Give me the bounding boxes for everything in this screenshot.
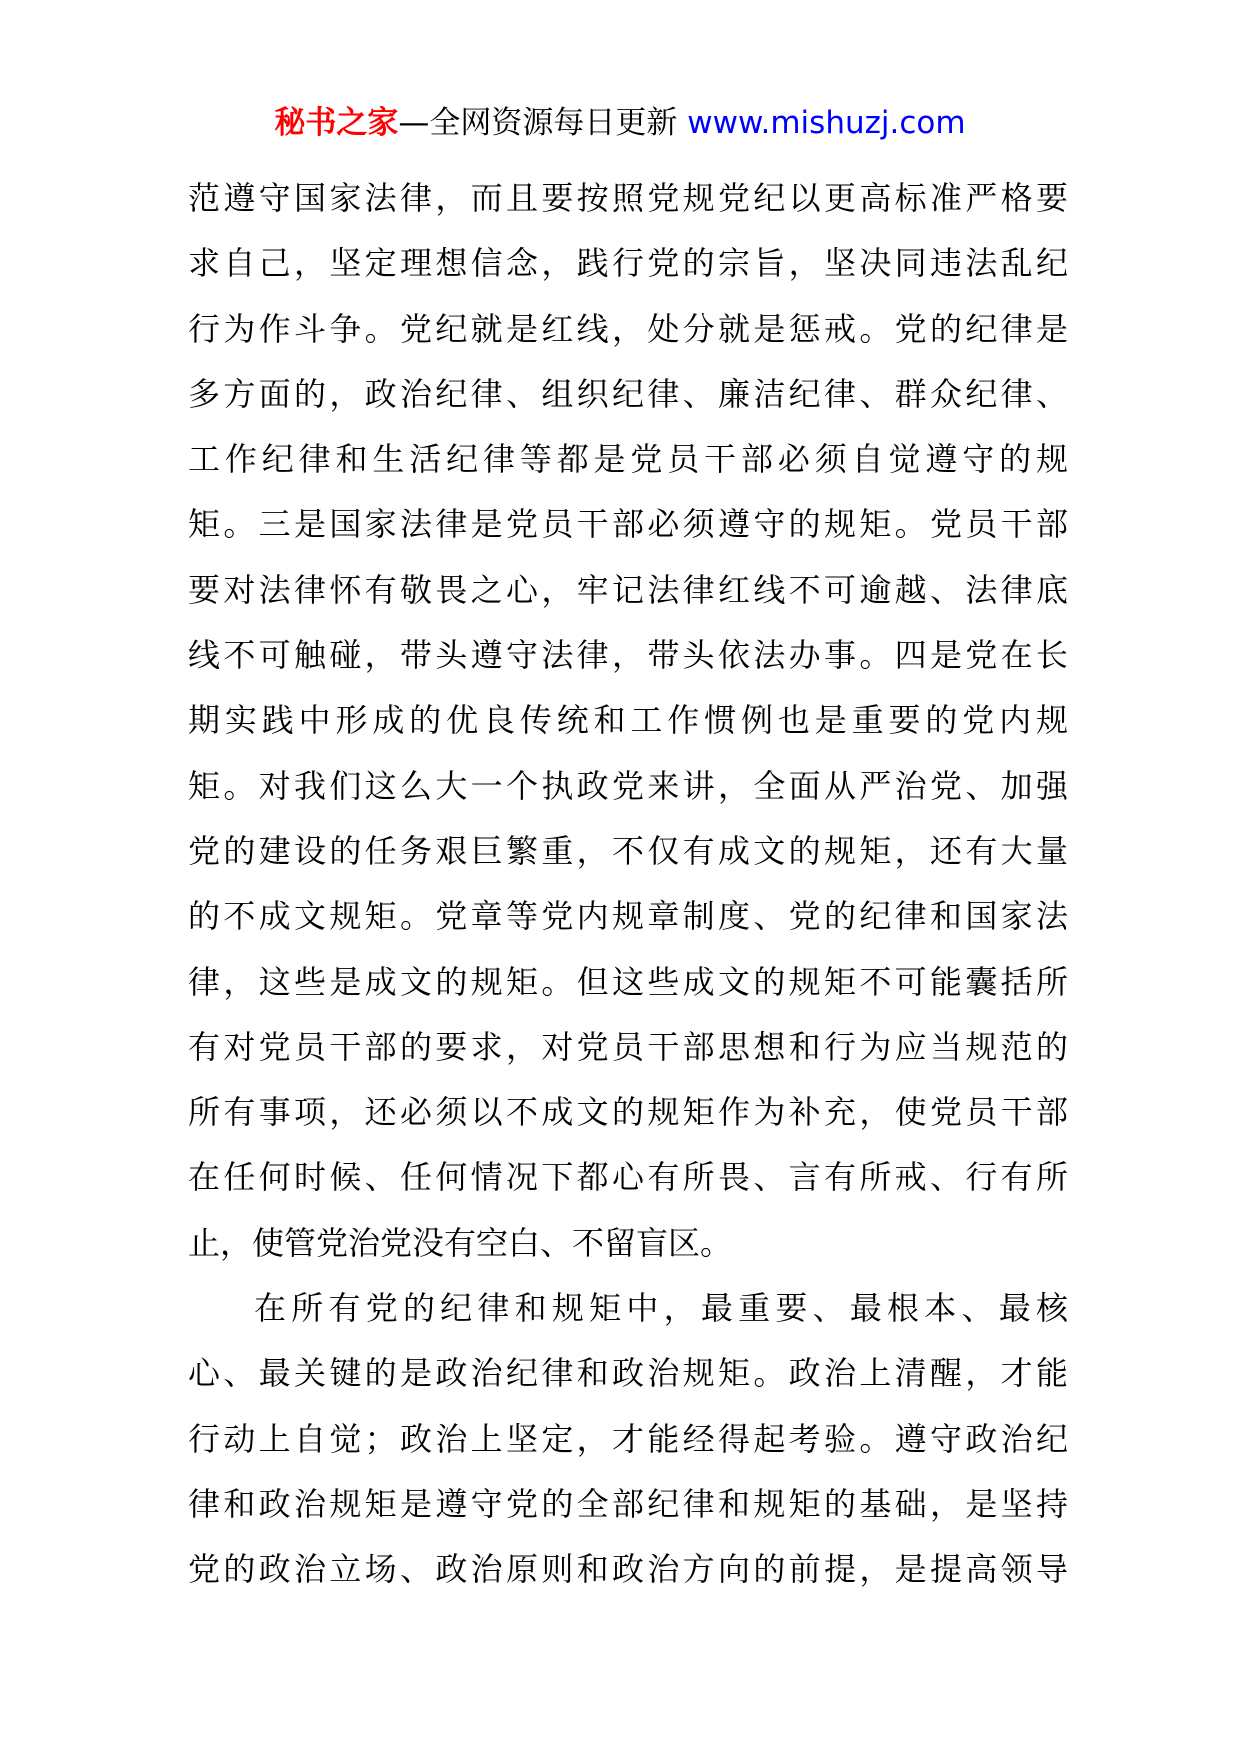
text-line: 工作纪律和生活纪律等都是党员干部必须自觉遵守的规	[188, 440, 1068, 479]
text-line: 的不成文规矩。党章等党内规章制度、党的纪律和国家法	[188, 897, 1068, 936]
text-line: 行动上自觉；政治上坚定，才能经得起考验。遵守政治纪	[188, 1419, 1068, 1458]
text-line: 矩。三是国家法律是党员干部必须遵守的规矩。党员干部	[188, 505, 1068, 544]
paragraph-end-line: 止，使管党治党没有空白、不留盲区。	[188, 1223, 733, 1262]
text-line: 行为作斗争。党纪就是红线，处分就是惩戒。党的纪律是	[188, 309, 1068, 348]
page-header	[0, 100, 1240, 146]
text-line: 多方面的，政治纪律、组织纪律、廉洁纪律、群众纪律、	[188, 374, 1068, 413]
text-line: 期实践中形成的优良传统和工作惯例也是重要的党内规	[188, 701, 1068, 740]
text-line: 求自己，坚定理想信念，践行党的宗旨，坚决同违法乱纪	[188, 244, 1068, 283]
paragraph-first-line: 在所有党的纪律和规矩中，最重要、最根本、最核	[254, 1289, 1068, 1328]
text-line: 有对党员干部的要求，对党员干部思想和行为应当规范的	[188, 1027, 1068, 1066]
header-site-link[interactable]: www.mishuzj.com	[687, 105, 966, 141]
header-brand: 秘书之家	[274, 105, 399, 141]
text-line: 范遵守国家法律，而且要按照党规党纪以更高标准严格要	[188, 179, 1068, 217]
text-line: 党的政治立场、政治原则和政治方向的前提，是提高领导	[188, 1550, 1068, 1589]
text-line: 党的建设的任务艰巨繁重，不仅有成文的规矩，还有大量	[188, 831, 1068, 870]
text-line: 所有事项，还必须以不成文的规矩作为补充，使党员干部	[188, 1093, 1068, 1132]
text-line: 心、最关键的是政治纪律和政治规矩。政治上清醒，才能	[188, 1354, 1068, 1393]
text-line: 律和政治规矩是遵守党的全部纪律和规矩的基础，是坚持	[188, 1484, 1068, 1523]
text-line: 要对法律怀有敬畏之心，牢记法律红线不可逾越、法律底	[188, 570, 1068, 609]
text-line: 律，这些是成文的规矩。但这些成文的规矩不可能囊括所	[188, 962, 1068, 1001]
header-tagline: —全网资源每日更新	[398, 105, 678, 141]
body-text	[188, 166, 1068, 1603]
text-line: 矩。对我们这么大一个执政党来讲，全面从严治党、加强	[188, 766, 1068, 805]
text-line: 在任何时候、任何情况下都心有所畏、言有所戒、行有所	[188, 1158, 1068, 1197]
text-line: 线不可触碰，带头遵守法律，带头依法办事。四是党在长	[188, 636, 1068, 675]
